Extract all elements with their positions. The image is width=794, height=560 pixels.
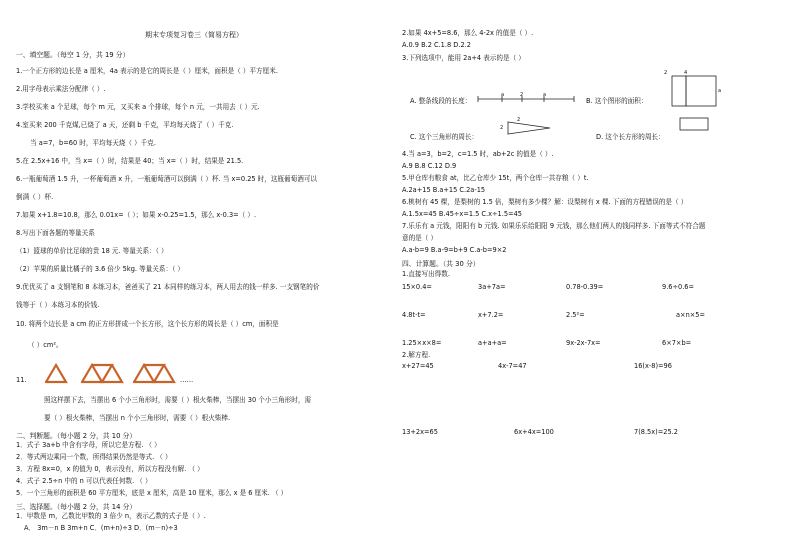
area-figure (672, 76, 722, 112)
fill-question-10: 10. 将两个边长是 a cm 的正方形拼成一个长方形，这个长方形的周长是（ ）cm，面积是 (16, 320, 279, 328)
fill-question-8-2: （2）苹果的质量比橘子的 3.6 倍少 5kg. 等量关系：（ ） (16, 265, 185, 273)
oral-calc-item: a×n×5= (676, 311, 705, 319)
equation-item: 7(8.5x)=25.2 (634, 428, 678, 436)
choice-question-4-options: A.9 B.8 C.12 D.9 (402, 162, 457, 170)
section-judge-header: 二、判断题。（每小题 2 分，共 10 分） (16, 432, 137, 440)
oral-calc-item: 15×0.4= (402, 283, 432, 291)
choice-question-2-options: A.0.9 B.2 C.1.8 D.2.2 (402, 41, 471, 49)
fill-question-9: 9.优优买了 a 支钢笔和 8 本练习本，爸爸买了 21 本同样的练习本，两人用去的钱一样多. 一支钢笔的价 (16, 283, 320, 291)
fill-question-8-1: （1）篮球的单价比足球的贵 18 元. 等量关系：（ ） (16, 247, 168, 255)
choice-question-7: 7.乐乐有 a 元钱，阳阳有 b 元钱. 如果乐乐给阳阳 9 元钱，那么他们两人的钱同样多. 下面等式不符合题 (402, 222, 706, 230)
calc-part-2-label: 2.解方程. (402, 351, 431, 359)
judge-item-4: 4．式子 2.5÷n 中的 n 可以代表任何数. （ ） (16, 477, 152, 485)
choice-question-7-cont: 意的是（ ） (402, 234, 438, 242)
judge-item-1: 1．式子 3a+b 中含有字母，所以它是方程. （ ） (16, 441, 161, 449)
choice-3-option-c: C. 这个三角形的周长： (410, 133, 479, 141)
segment-label-2: 2 (520, 92, 524, 98)
fill-question-10-cont: （ ）cm²。 (28, 341, 63, 349)
choice-question-5: 5.甲仓库有粮食 at，比乙仓库少 15t，两个仓库一共存粮（ ）t. (402, 174, 589, 182)
area-label-2: 2 (664, 70, 668, 76)
choice-question-5-options: A.2a+15 B.a+15 C.2a-15 (402, 186, 486, 194)
fill-question-6: 6.一瓶葡萄酒 1.5 升，一杯葡萄酒 x 升，一瓶葡萄酒可以倒满（ ）杯. 当 x=0.25 时，这瓶葡萄酒可以 (16, 175, 318, 183)
oral-calc-item: 4.8t-t= (402, 311, 426, 319)
choice-question-7-options: A.a-b=9 B.a-9=b+9 C.a-b=9×2 (402, 246, 507, 254)
judge-item-3: 3．方程 8x=0，x 的值为 0，表示没有，所以方程没有解. （ ） (16, 465, 204, 473)
choice-question-2: 2.如果 4x+5=8.6，那么 4-2x 的值是（ ）. (402, 29, 534, 37)
triangle-figure (508, 118, 552, 138)
choice-question-1: 1．甲数是 m，乙数比甲数的 3 倍少 n，表示乙数的式子是（ ）. (16, 512, 206, 520)
choice-question-6-options: A.1.5x=45 B.45÷x=1.5 C.x÷1.5=45 (402, 210, 522, 218)
choice-question-3: 3.下列选项中，能用 2a+4 表示的是（ ） (402, 54, 525, 62)
oral-calc-item: 2.5²= (566, 311, 585, 319)
oral-calc-item: a+a+a= (478, 339, 507, 347)
choice-question-6: 6.桃树有 45 棵，是梨树的 1.5 倍，梨树有多少棵？解：设梨树有 x 棵. 下面的方程错误的是（ ） (402, 198, 688, 206)
choice-question-4: 4.当 a=3，b=2，c=1.5 时，ab+2c 的值是（ ）. (402, 150, 554, 158)
fill-question-7: 7.如果 x+1.8=10.8，那么 0.01x=（ ）；如果 x-0.25=1.5，那么 x-0.3=（ ）. (16, 211, 257, 219)
equation-item: 6x+4x=100 (514, 428, 554, 436)
area-label-4: 4 (684, 70, 688, 76)
fill-question-11-part-b: 要（ ）根火柴棒，当摆出 n 个小三角形时，需要（ ）根火柴棒. (44, 414, 231, 422)
equation-item: 16(x-8)=96 (634, 362, 672, 370)
equation-item: x+27=45 (402, 362, 434, 370)
choice-question-1-options: A． 3m－n B 3m+n C．(m+n)÷3 D．(m－n)÷3 (24, 524, 178, 532)
rectangle-figure (680, 118, 710, 132)
judge-item-5: 5．一个三角形的面积是 60 平方厘米，底是 x 厘米，高是 10 厘米，那么 x 是 6 厘米. （ ） (16, 489, 288, 497)
segment-figure (478, 93, 578, 103)
fill-question-11: 11. (16, 376, 27, 384)
section-fill-in-header: 一、填空题。（每空 1 分，共 19 分） (16, 51, 130, 59)
equation-item: 13+2x=65 (402, 428, 438, 436)
oral-calc-item: 6×7×b= (662, 339, 692, 347)
choice-3-option-a: A. 整条线段的长度： (410, 97, 472, 105)
judge-item-2: 2．等式两边乘同一个数，所得结果仍然是等式. （ ） (16, 453, 172, 461)
oral-calc-item: 9x-2x-7x= (566, 339, 601, 347)
matchstick-triangles-figure (44, 362, 184, 384)
fill-question-4-part-b: 当 a=7，b=60 时，平均每天烧（ ）千克. (30, 139, 156, 147)
figure-ellipsis: …… (180, 376, 194, 384)
fill-question-3: 3.学校买来 a 个足球，每个 m 元，又买来 a 个排球，每个 n 元，一共用去（ ）元. (16, 103, 260, 111)
fill-question-9-cont: 钱等于（ ）本练习本的价钱. (16, 301, 100, 309)
oral-calc-item: 1.25×x×8= (402, 339, 442, 347)
area-label-a: a (718, 88, 722, 94)
fill-question-1: 1.一个正方形的边长是 a 厘米，4a 表示的是它的周长是（ ）厘米，面积是（ ）平方厘米. (16, 67, 278, 75)
triangle-label-a: 2 (517, 117, 521, 123)
section-choice-header: 三、选择题。（每小题 2 分，共 14 分） (16, 503, 137, 511)
fill-question-8: 8.写出下面各题的等量关系 (16, 229, 95, 237)
fill-question-2: 2.用字母表示乘法分配律（ ）. (16, 85, 106, 93)
equation-item: 4x-7=47 (498, 362, 527, 370)
oral-calc-item: 0.78-0.39= (566, 283, 604, 291)
choice-3-option-b: B. 这个图形的面积： (586, 97, 648, 105)
page-title: 期末专项复习卷三（简易方程） (145, 31, 243, 39)
fill-question-6-cont: 倒满（ ）杯. (16, 193, 54, 201)
fill-question-5: 5.在 2.5x+16 中，当 x=（ ）时，结果是 40；当 x=（ ）时，结果是 21.5. (16, 157, 244, 165)
fill-question-11-part-a: 照这样摆下去，当摆出 6 个小三角形时，需要（ ）根火柴棒，当摆出 30 个小三角形时，需 (44, 396, 312, 404)
oral-calc-item: 9.6÷0.6= (662, 283, 695, 291)
oral-calc-item: x+7.2= (478, 311, 504, 319)
choice-3-option-d: D. 这个长方形的周长： (596, 133, 665, 141)
section-calc-header: 四、计算题。（共 30 分） (402, 260, 480, 268)
segment-label-a-2: a (543, 92, 547, 98)
oral-calc-item: 3a+7a= (478, 283, 506, 291)
segment-label-a: a (501, 92, 505, 98)
fill-question-4: 4.室买来 200 千克煤,已烧了 a 天，还剩 b 千克，平均每天烧了（ ）千克. (16, 121, 234, 129)
triangle-label-2: 2 (500, 125, 504, 131)
calc-part-1-label: 1.直接写出得数. (402, 270, 450, 278)
